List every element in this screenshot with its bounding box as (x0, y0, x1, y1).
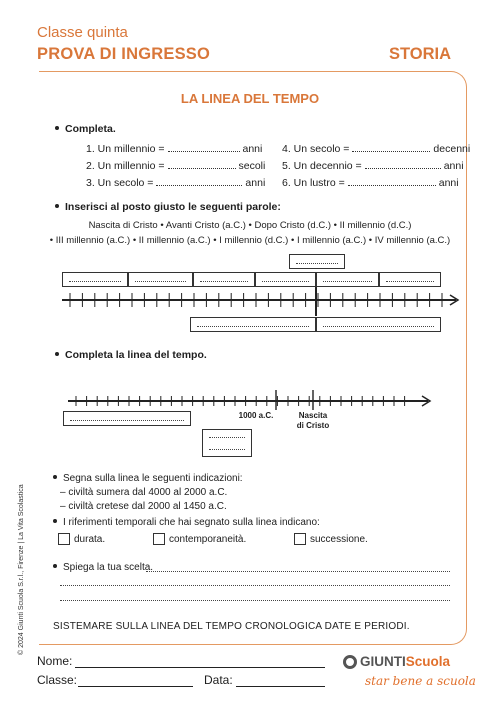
bullet-icon (53, 475, 57, 479)
q1-title: Completa. (55, 123, 116, 135)
giunti-logo-icon (343, 655, 357, 669)
option-duration: durata. (74, 534, 106, 545)
answer-line[interactable] (60, 600, 450, 601)
date-field[interactable] (236, 686, 325, 687)
q4-item-2: – civiltà cretese dal 2000 al 1450 a.C. (60, 501, 227, 512)
option-succession: successione. (310, 534, 368, 545)
q3-title: Completa la linea del tempo. (55, 349, 207, 361)
class-label: Classe quinta (37, 24, 128, 41)
answer-line[interactable] (60, 585, 450, 586)
name-field[interactable] (75, 667, 325, 668)
checkbox-contemporaneity[interactable] (153, 533, 165, 545)
q4-question: I riferimenti temporali che hai segnato sulla linea indicano: (53, 517, 320, 528)
q1-item-4: 4. Un secolo = decenni (282, 143, 471, 155)
word-list-line-1: Nascita di Cristo • Avanti Cristo (a.C.) • Dopo Cristo (d.C.) • II millennio (d.C.) (88, 220, 412, 231)
class-field[interactable] (78, 686, 193, 687)
copyright-text: © 2024 Giunti Scuola S.r.l., Firenze | La Vita Scolastica (18, 484, 25, 655)
date-label: Data: (204, 673, 233, 687)
answer-box[interactable] (63, 411, 191, 426)
answer-line[interactable] (146, 571, 450, 572)
q4-intro: Segna sulla linea le seguenti indicazioni: (53, 473, 243, 484)
q4-item-1: – civiltà sumera dal 4000 al 2000 a.C. (60, 487, 228, 498)
section-title: LA LINEA DEL TEMPO (180, 91, 320, 106)
bullet-icon (53, 564, 57, 568)
q1-item-5: 5. Un decennio = anni (282, 160, 464, 172)
brand-name: GIUNTIScuola (360, 654, 451, 669)
q4-explain: Spiega la tua scelta. (53, 562, 153, 573)
q1-item-1: 1. Un millennio = anni (86, 143, 263, 155)
class-field-label: Classe: (37, 673, 78, 687)
q1-item-2: 2. Un millennio = secoli (86, 160, 266, 172)
q1-item-6: 6. Un lustro = anni (282, 177, 459, 189)
q2-title: Inserisci al posto giusto le seguenti parole: (55, 201, 281, 213)
subject-label: STORIA (388, 45, 451, 63)
name-label: Nome: (37, 654, 73, 668)
word-list-line-2: • III millennio (a.C.) • II millennio (a.C.) • I millennio (d.C.) • I millennio (a.C.) • IV millennio (a.C.) (49, 235, 451, 246)
label-birth-of-christ: Nascita di Cristo (296, 411, 330, 430)
option-contemporaneity: contemporaneità. (169, 534, 247, 545)
checkbox-duration[interactable] (58, 533, 70, 545)
label-1000-bc: 1000 a.C. (238, 411, 274, 420)
answer-box-double[interactable] (202, 429, 252, 457)
q1-item-3: 3. Un secolo = anni (86, 177, 266, 189)
task-instruction: SISTEMARE SULLA LINEA DEL TEMPO CRONOLOGICA DATE E PERIODI. (53, 621, 410, 632)
test-title: PROVA DI INGRESSO (37, 45, 211, 63)
checkbox-succession[interactable] (294, 533, 306, 545)
bullet-icon (53, 519, 57, 523)
brand-slogan: star bene a scuola (365, 674, 476, 688)
